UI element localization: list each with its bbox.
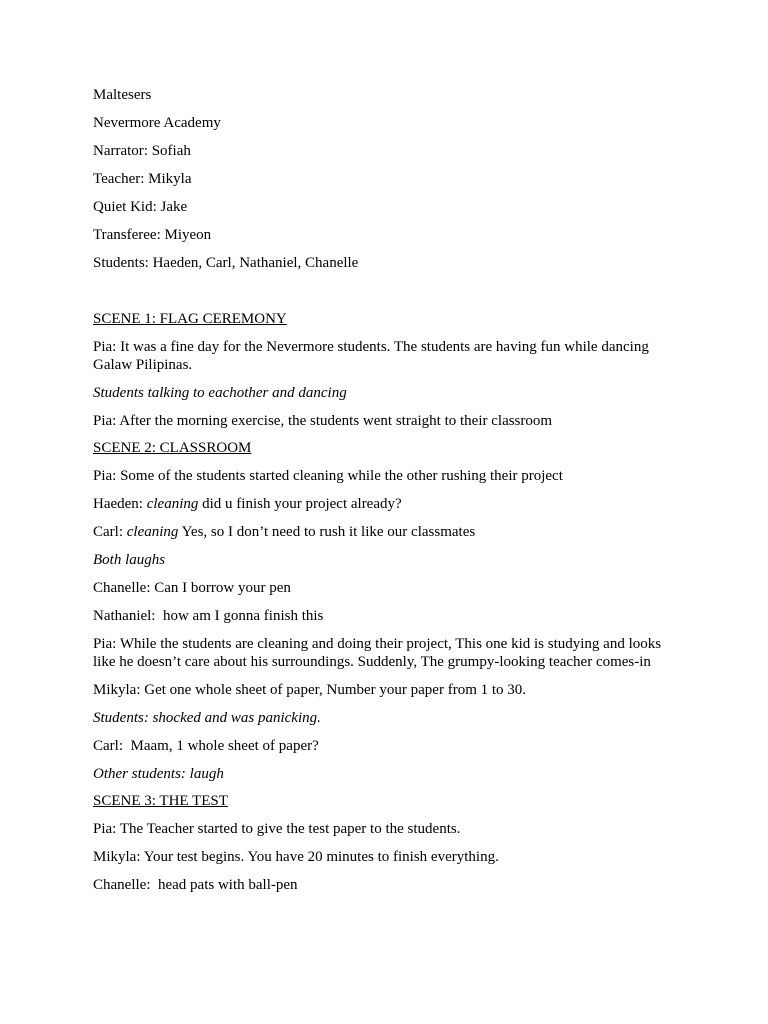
haeden-text: did u finish your project already?	[198, 496, 402, 512]
scene-1-stage-direction: Students talking to eachother and dancing	[93, 385, 347, 401]
cast-students: Students: Haeden, Carl, Nathaniel, Chanelle	[93, 255, 359, 271]
chanelle-line: Chanelle: Can I borrow your pen	[93, 580, 291, 596]
carl-line-2: Carl: Maam, 1 whole sheet of paper?	[93, 738, 319, 754]
scene-2-heading: SCENE 2: CLASSROOM	[93, 440, 252, 456]
scene-2-stage-direction-3: Other students: laugh	[93, 766, 224, 782]
scene-2-stage-direction-2: Students: shocked and was panicking.	[93, 710, 321, 726]
cast-narrator: Narrator: Sofiah	[93, 143, 191, 159]
cast-quiet-kid: Quiet Kid: Jake	[93, 199, 188, 215]
document-page	[93, 86, 678, 904]
scene-2-narration-1: Pia: Some of the students started cleaning while the other rushing their project	[93, 468, 563, 484]
scene-3-chanelle-line: Chanelle: head pats with ball-pen	[93, 877, 298, 893]
haeden-line	[93, 495, 678, 513]
scene-3-mikyla-line: Mikyla: Your test begins. You have 20 minutes to finish everything.	[93, 849, 499, 865]
carl-speaker: Carl:	[93, 524, 127, 540]
scene-1-heading: SCENE 1: FLAG CEREMONY	[93, 311, 287, 327]
carl-line	[93, 523, 678, 541]
group-name: Maltesers	[93, 87, 152, 103]
scene-1-narration-1: Pia: It was a fine day for the Nevermore students. The students are having fun while dancing Galaw Pilipinas.	[93, 339, 653, 373]
carl-text: Yes, so I don’t need to rush it like our classmates	[178, 524, 476, 540]
haeden-action: cleaning	[146, 496, 199, 512]
scene-2-stage-direction-1: Both laughs	[93, 552, 166, 568]
cast-teacher: Teacher: Mikyla	[93, 171, 192, 187]
carl-action: cleaning	[126, 524, 179, 540]
scene-3-heading: SCENE 3: THE TEST	[93, 793, 228, 809]
scene-1-narration-2: Pia: After the morning exercise, the students went straight to their classroom	[93, 413, 553, 429]
scene-2-narration-2: Pia: While the students are cleaning and doing their project, This one kid is studying and looks like he doesn’t care about his surroundings. Suddenly, The grumpy-looking teacher comes-in	[93, 636, 665, 670]
section-gap	[93, 282, 678, 310]
school-name: Nevermore Academy	[93, 115, 221, 131]
haeden-speaker: Haeden:	[93, 496, 147, 512]
cast-transferee: Transferee: Miyeon	[93, 227, 212, 243]
mikyla-line: Mikyla: Get one whole sheet of paper, Number your paper from 1 to 30.	[93, 682, 527, 698]
scene-3-narration-1: Pia: The Teacher started to give the test paper to the students.	[93, 821, 461, 837]
nathaniel-line: Nathaniel: how am I gonna finish this	[93, 608, 324, 624]
